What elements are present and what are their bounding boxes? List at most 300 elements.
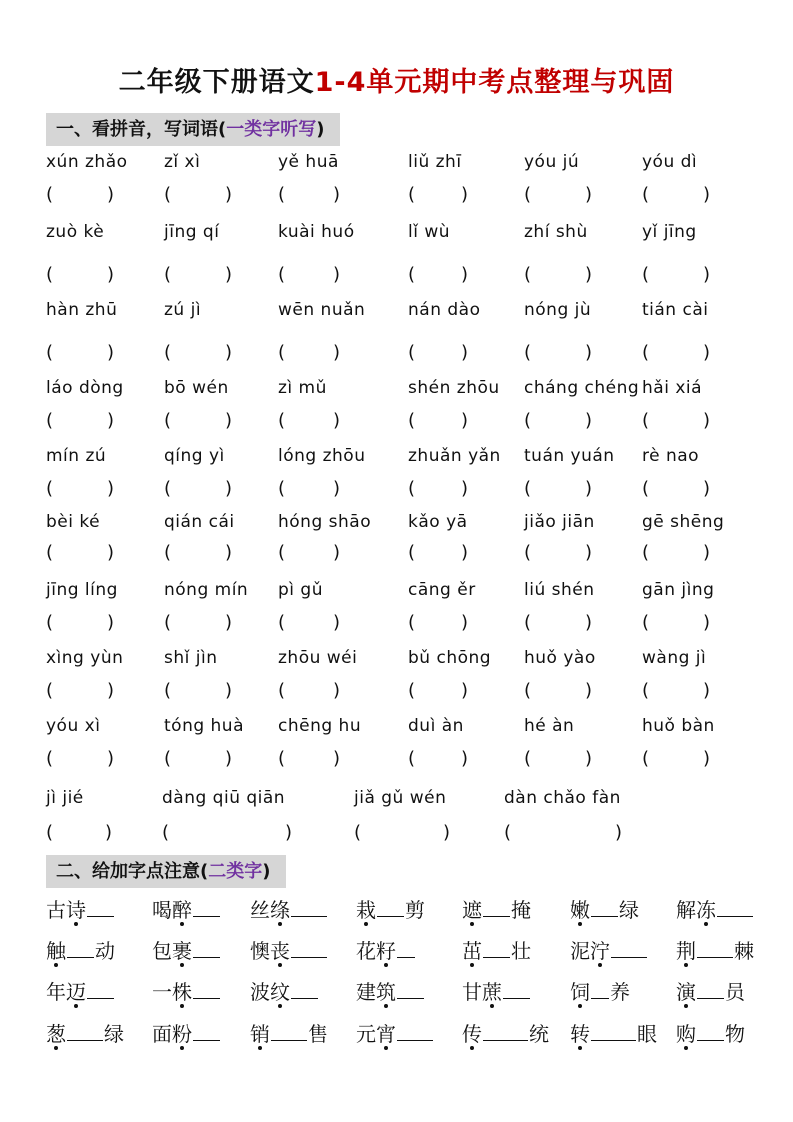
- open-paren: (: [408, 542, 416, 563]
- close-paren: ): [224, 748, 232, 769]
- pinyin-blank[interactable]: [193, 1022, 220, 1041]
- character: 一: [152, 980, 172, 1004]
- pinyin-word: tuán yuán: [524, 446, 615, 466]
- answer-blank[interactable]: [164, 184, 232, 205]
- answer-blank[interactable]: [46, 184, 114, 205]
- close-paren: ): [224, 184, 232, 205]
- dotted-character: 购: [676, 1018, 696, 1047]
- answer-blank[interactable]: [164, 478, 232, 499]
- pinyin-word: dàng qiū qiān: [162, 788, 286, 808]
- open-paren: (: [164, 410, 172, 431]
- pinyin-blank[interactable]: [397, 939, 415, 958]
- dotted-word: [570, 976, 630, 1005]
- open-paren: (: [46, 612, 54, 633]
- pinyin-blank[interactable]: [67, 1022, 103, 1041]
- pinyin-word: jiǎo jiān: [524, 512, 595, 532]
- answer-blank[interactable]: [278, 342, 340, 363]
- pinyin-word: duì àn: [408, 716, 464, 736]
- pinyin-word: zì mǔ: [278, 378, 327, 398]
- pinyin-blank[interactable]: [377, 898, 404, 917]
- answer-blank[interactable]: [46, 478, 114, 499]
- dotted-word: [46, 894, 115, 923]
- open-paren: (: [408, 612, 416, 633]
- character: 棘: [734, 939, 754, 963]
- answer-blank[interactable]: [408, 748, 468, 769]
- pinyin-word: wēn nuǎn: [278, 300, 366, 320]
- character-row: [46, 1018, 766, 1048]
- dotted-word: [250, 935, 328, 964]
- answer-blank[interactable]: [408, 478, 468, 499]
- dotted-word: [676, 935, 754, 964]
- pinyin-word: liú shén: [524, 580, 595, 600]
- close-paren: ): [460, 612, 468, 633]
- answer-blank[interactable]: [278, 410, 340, 431]
- dotted-word: [250, 976, 319, 1005]
- answer-blank[interactable]: [524, 680, 592, 701]
- open-paren: (: [164, 612, 172, 633]
- dotted-word: [570, 935, 648, 964]
- answer-blank[interactable]: [408, 410, 468, 431]
- answer-blank[interactable]: [408, 542, 468, 563]
- dotted-word: [356, 976, 425, 1005]
- close-paren: ): [106, 410, 114, 431]
- character: 养: [610, 980, 630, 1004]
- pinyin-row: [46, 152, 766, 176]
- dotted-character: 栽: [356, 894, 376, 923]
- pinyin-word: bō wén: [164, 378, 229, 398]
- section-2-close: ): [262, 861, 271, 882]
- answer-blank[interactable]: [164, 342, 232, 363]
- answer-blank[interactable]: [162, 822, 292, 843]
- character-row: [46, 935, 766, 965]
- open-paren: (: [164, 748, 172, 769]
- open-paren: (: [524, 264, 532, 285]
- dotted-word: [570, 1018, 657, 1047]
- answer-blank[interactable]: [642, 478, 710, 499]
- pinyin-word: yóu xì: [46, 716, 101, 736]
- pinyin-blank[interactable]: [717, 898, 753, 917]
- open-paren: (: [278, 184, 286, 205]
- pinyin-word: hàn zhū: [46, 300, 118, 320]
- open-paren: (: [278, 342, 286, 363]
- answer-blank[interactable]: [524, 410, 592, 431]
- close-paren: ): [224, 264, 232, 285]
- answer-row: [46, 822, 766, 848]
- answer-blank[interactable]: [524, 478, 592, 499]
- character: 元: [356, 1022, 376, 1046]
- pinyin-blank[interactable]: [397, 1022, 433, 1041]
- answer-blank[interactable]: [354, 822, 450, 843]
- dotted-character: 丧: [270, 935, 290, 964]
- open-paren: (: [278, 748, 286, 769]
- answer-blank[interactable]: [278, 748, 340, 769]
- open-paren: (: [46, 264, 54, 285]
- dotted-character: 泞: [590, 935, 610, 964]
- character: 掩: [511, 898, 531, 922]
- close-paren: ): [702, 542, 710, 563]
- answer-row: [46, 342, 766, 368]
- title-main: 二年级下册语文: [118, 67, 315, 98]
- answer-blank[interactable]: [504, 822, 622, 843]
- answer-row: [46, 184, 766, 210]
- pinyin-blank[interactable]: [697, 980, 724, 999]
- pinyin-word: yě huā: [278, 152, 339, 172]
- answer-blank[interactable]: [164, 410, 232, 431]
- pinyin-blank[interactable]: [697, 939, 733, 958]
- pinyin-word: yóu dì: [642, 152, 698, 172]
- pinyin-word: gān jìng: [642, 580, 715, 600]
- pinyin-word: nóng jù: [524, 300, 592, 320]
- open-paren: (: [46, 184, 54, 205]
- close-paren: ): [332, 264, 340, 285]
- dotted-word: [152, 1018, 221, 1047]
- pinyin-word: cháng chéng: [524, 378, 640, 398]
- close-paren: ): [584, 680, 592, 701]
- pinyin-blank[interactable]: [483, 1022, 528, 1041]
- pinyin-word: hǎi xiá: [642, 378, 703, 398]
- answer-blank[interactable]: [278, 542, 340, 563]
- pinyin-word: láo dòng: [46, 378, 124, 398]
- dotted-character: 蔗: [482, 976, 502, 1005]
- answer-blank[interactable]: [408, 184, 468, 205]
- pinyin-row: [46, 648, 766, 672]
- character: 动: [95, 939, 115, 963]
- close-paren: ): [224, 680, 232, 701]
- pinyin-word: jì jié: [46, 788, 84, 808]
- open-paren: (: [278, 410, 286, 431]
- pinyin-blank[interactable]: [291, 898, 327, 917]
- open-paren: (: [524, 542, 532, 563]
- answer-blank[interactable]: [46, 542, 114, 563]
- pinyin-word: pì gǔ: [278, 580, 323, 600]
- close-paren: ): [702, 342, 710, 363]
- character: 波: [250, 980, 270, 1004]
- pinyin-word: zhí shù: [524, 222, 588, 242]
- answer-blank[interactable]: [46, 342, 114, 363]
- answer-blank[interactable]: [278, 680, 340, 701]
- dotted-character: 株: [172, 976, 192, 1005]
- open-paren: (: [278, 680, 286, 701]
- dotted-word: [250, 894, 328, 923]
- dotted-character: 筑: [376, 976, 396, 1005]
- dotted-word: [462, 935, 531, 964]
- open-paren: (: [164, 342, 172, 363]
- section-1-close: ): [316, 119, 325, 140]
- character: 年: [46, 980, 66, 1004]
- dotted-word: [152, 976, 221, 1005]
- open-paren: (: [46, 822, 54, 843]
- open-paren: (: [524, 184, 532, 205]
- character: 统: [529, 1022, 549, 1046]
- close-paren: ): [332, 410, 340, 431]
- close-paren: ): [106, 342, 114, 363]
- character: 物: [725, 1022, 745, 1046]
- pinyin-word: tián cài: [642, 300, 709, 320]
- pinyin-row: [46, 446, 766, 470]
- answer-row: [46, 264, 766, 290]
- answer-blank[interactable]: [524, 342, 592, 363]
- close-paren: ): [332, 612, 340, 633]
- answer-row: [46, 748, 766, 774]
- dotted-character: 演: [676, 976, 696, 1005]
- answer-blank[interactable]: [642, 264, 710, 285]
- answer-blank[interactable]: [278, 264, 340, 285]
- close-paren: ): [106, 680, 114, 701]
- pinyin-word: zhōu wéi: [278, 648, 358, 668]
- open-paren: (: [46, 680, 54, 701]
- dotted-character: 葱: [46, 1018, 66, 1047]
- close-paren: ): [460, 478, 468, 499]
- pinyin-word: huǒ bàn: [642, 716, 715, 736]
- answer-blank[interactable]: [642, 748, 710, 769]
- open-paren: (: [408, 680, 416, 701]
- title-highlight: 1-4单元期中考点整理与巩固: [314, 67, 675, 98]
- close-paren: ): [460, 184, 468, 205]
- close-paren: ): [224, 478, 232, 499]
- answer-blank[interactable]: [408, 264, 468, 285]
- character: 面: [152, 1022, 172, 1046]
- pinyin-word: yǐ jīng: [642, 222, 697, 242]
- dotted-character: 荆: [676, 935, 696, 964]
- open-paren: (: [278, 542, 286, 563]
- character: 眼: [637, 1022, 657, 1046]
- close-paren: ): [584, 748, 592, 769]
- open-paren: (: [524, 410, 532, 431]
- answer-blank[interactable]: [524, 264, 592, 285]
- answer-blank[interactable]: [642, 342, 710, 363]
- answer-blank[interactable]: [642, 680, 710, 701]
- close-paren: ): [332, 184, 340, 205]
- open-paren: (: [164, 264, 172, 285]
- close-paren: ): [332, 680, 340, 701]
- pinyin-blank[interactable]: [591, 1022, 636, 1041]
- pinyin-word: qíng yì: [164, 446, 225, 466]
- pinyin-row: [46, 716, 766, 740]
- open-paren: (: [408, 342, 416, 363]
- close-paren: ): [584, 410, 592, 431]
- open-paren: (: [164, 478, 172, 499]
- dotted-word: [676, 976, 745, 1005]
- answer-row: [46, 478, 766, 504]
- character: 解: [676, 898, 696, 922]
- open-paren: (: [278, 264, 286, 285]
- answer-blank[interactable]: [642, 612, 710, 633]
- character: 泥: [570, 939, 590, 963]
- dotted-character: 嫩: [570, 894, 590, 923]
- open-paren: (: [524, 342, 532, 363]
- close-paren: ): [584, 342, 592, 363]
- close-paren: ): [460, 680, 468, 701]
- pinyin-blank[interactable]: [503, 980, 530, 999]
- pinyin-word: bèi ké: [46, 512, 101, 532]
- dotted-word: [46, 935, 115, 964]
- answer-blank[interactable]: [642, 410, 710, 431]
- pinyin-blank[interactable]: [193, 980, 220, 999]
- close-paren: ): [702, 264, 710, 285]
- close-paren: ): [460, 264, 468, 285]
- answer-blank[interactable]: [164, 748, 232, 769]
- pinyin-row: [46, 378, 766, 402]
- pinyin-word: cāng ěr: [408, 580, 476, 600]
- answer-blank[interactable]: [524, 748, 592, 769]
- pinyin-blank[interactable]: [483, 898, 510, 917]
- character-row: [46, 976, 766, 1006]
- character: 绿: [619, 898, 639, 922]
- answer-blank[interactable]: [408, 342, 468, 363]
- open-paren: (: [642, 612, 650, 633]
- pinyin-word: xìng yùn: [46, 648, 124, 668]
- open-paren: (: [278, 478, 286, 499]
- dotted-word: [356, 1018, 434, 1047]
- answer-blank[interactable]: [642, 542, 710, 563]
- dotted-character: 传: [462, 1018, 482, 1047]
- pinyin-word: bǔ chōng: [408, 648, 492, 668]
- answer-blank[interactable]: [524, 184, 592, 205]
- answer-blank[interactable]: [46, 822, 112, 843]
- pinyin-word: jīng qí: [164, 222, 220, 242]
- dotted-character: 粉: [172, 1018, 192, 1047]
- page-title: [0, 60, 793, 99]
- open-paren: (: [642, 542, 650, 563]
- character: 员: [725, 980, 745, 1004]
- answer-blank[interactable]: [164, 264, 232, 285]
- dotted-word: [356, 935, 416, 964]
- open-paren: (: [408, 748, 416, 769]
- close-paren: ): [702, 410, 710, 431]
- dotted-character: 饲: [570, 976, 590, 1005]
- pinyin-blank[interactable]: [193, 898, 220, 917]
- character: 喝: [152, 898, 172, 922]
- close-paren: ): [460, 342, 468, 363]
- open-paren: (: [278, 612, 286, 633]
- open-paren: (: [46, 342, 54, 363]
- pinyin-word: liǔ zhī: [408, 152, 462, 172]
- pinyin-word: yóu jú: [524, 152, 580, 172]
- open-paren: (: [46, 748, 54, 769]
- dotted-word: [462, 894, 531, 923]
- answer-blank[interactable]: [278, 612, 340, 633]
- close-paren: ): [702, 748, 710, 769]
- answer-blank[interactable]: [278, 184, 340, 205]
- pinyin-blank[interactable]: [697, 1022, 724, 1041]
- answer-blank[interactable]: [46, 264, 114, 285]
- pinyin-blank[interactable]: [397, 980, 424, 999]
- character: 甘: [462, 980, 482, 1004]
- answer-row: [46, 680, 766, 706]
- dotted-word: [46, 976, 115, 1005]
- pinyin-word: kǎo yā: [408, 512, 468, 532]
- dotted-word: [356, 894, 425, 923]
- character: 售: [308, 1022, 328, 1046]
- close-paren: ): [332, 342, 340, 363]
- pinyin-word: xún zhǎo: [46, 152, 128, 172]
- open-paren: (: [164, 542, 172, 563]
- dotted-character: 销: [250, 1018, 270, 1047]
- pinyin-word: zhuǎn yǎn: [408, 446, 501, 466]
- answer-blank[interactable]: [46, 680, 114, 701]
- pinyin-row: [46, 512, 766, 536]
- dotted-character: 绦: [270, 894, 290, 923]
- dotted-character: 冻: [696, 894, 716, 923]
- pinyin-blank[interactable]: [271, 1022, 307, 1041]
- answer-blank[interactable]: [524, 542, 592, 563]
- dotted-character: 诗: [66, 894, 86, 923]
- open-paren: (: [642, 410, 650, 431]
- close-paren: ): [332, 748, 340, 769]
- pinyin-blank[interactable]: [611, 939, 647, 958]
- close-paren: ): [104, 822, 112, 843]
- pinyin-word: zuò kè: [46, 222, 105, 242]
- pinyin-word: lóng zhōu: [278, 446, 366, 466]
- answer-blank[interactable]: [524, 612, 592, 633]
- close-paren: ): [460, 410, 468, 431]
- pinyin-word: tóng huà: [164, 716, 245, 736]
- dotted-character: 迈: [66, 976, 86, 1005]
- dotted-character: 裹: [172, 935, 192, 964]
- pinyin-word: nóng mín: [164, 580, 249, 600]
- character: 古: [46, 898, 66, 922]
- pinyin-blank[interactable]: [591, 980, 609, 999]
- pinyin-blank[interactable]: [291, 939, 327, 958]
- open-paren: (: [408, 184, 416, 205]
- answer-blank[interactable]: [46, 410, 114, 431]
- close-paren: ): [224, 342, 232, 363]
- close-paren: ): [702, 612, 710, 633]
- answer-blank[interactable]: [164, 612, 232, 633]
- close-paren: ): [332, 542, 340, 563]
- dotted-word: [676, 1018, 745, 1047]
- answer-row: [46, 542, 766, 568]
- pinyin-word: zú jì: [164, 300, 202, 320]
- pinyin-blank[interactable]: [67, 939, 94, 958]
- close-paren: ): [332, 478, 340, 499]
- section-2-tag: 二类字: [208, 861, 263, 882]
- open-paren: (: [408, 410, 416, 431]
- pinyin-row: [46, 300, 766, 324]
- answer-blank[interactable]: [408, 612, 468, 633]
- answer-blank[interactable]: [408, 680, 468, 701]
- answer-blank[interactable]: [46, 612, 114, 633]
- answer-blank[interactable]: [164, 680, 232, 701]
- pinyin-word: jīng líng: [46, 580, 118, 600]
- pinyin-blank[interactable]: [87, 980, 114, 999]
- pinyin-word: shǐ jìn: [164, 648, 218, 668]
- answer-blank[interactable]: [642, 184, 710, 205]
- dotted-word: [152, 935, 221, 964]
- dotted-character: 纹: [270, 976, 290, 1005]
- close-paren: ): [442, 822, 450, 843]
- pinyin-blank[interactable]: [483, 939, 510, 958]
- pinyin-blank[interactable]: [591, 898, 618, 917]
- dotted-word: [46, 1018, 124, 1047]
- pinyin-row: [46, 788, 766, 812]
- answer-blank[interactable]: [46, 748, 114, 769]
- answer-blank[interactable]: [278, 478, 340, 499]
- open-paren: (: [46, 542, 54, 563]
- open-paren: (: [504, 822, 512, 843]
- open-paren: (: [524, 680, 532, 701]
- pinyin-blank[interactable]: [193, 939, 220, 958]
- open-paren: (: [354, 822, 362, 843]
- pinyin-row: [46, 222, 766, 246]
- pinyin-word: hé àn: [524, 716, 575, 736]
- pinyin-blank[interactable]: [87, 898, 114, 917]
- answer-blank[interactable]: [164, 542, 232, 563]
- pinyin-blank[interactable]: [291, 980, 318, 999]
- close-paren: ): [460, 542, 468, 563]
- pinyin-word: hóng shāo: [278, 512, 372, 532]
- section-1-header: [46, 113, 340, 146]
